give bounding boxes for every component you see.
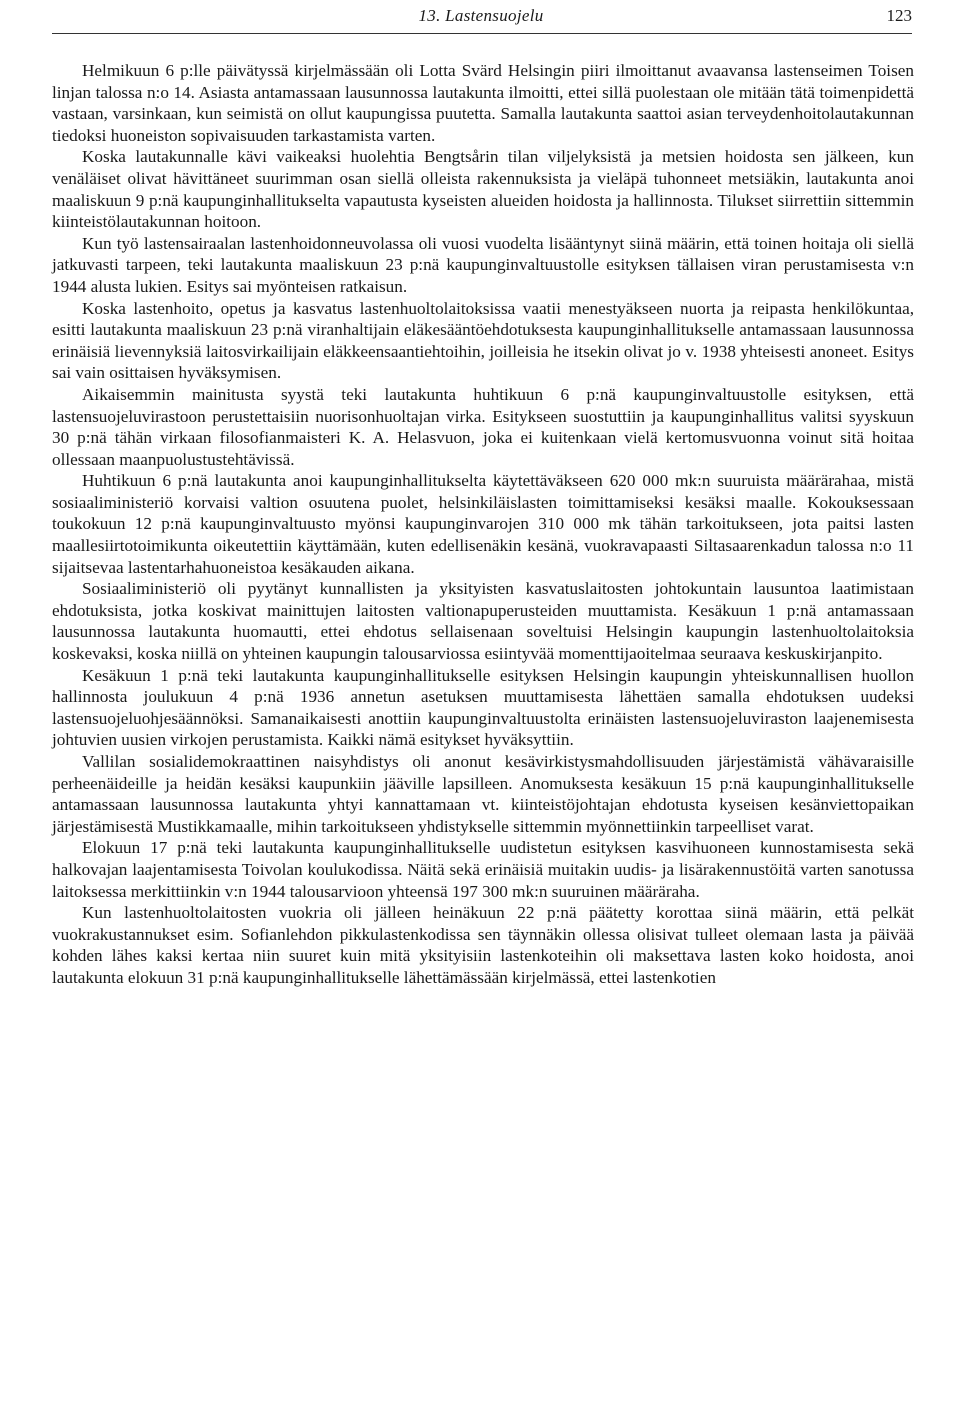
paragraph: Koska lastenhoito, opetus ja kasvatus lastenhuoltolaitoksissa vaatii menestyäkseen nuorta ja reipasta henkilökuntaa, esitti lautakunta maaliskuun 23 p:nä viranhaltijain eläkesääntöehdotuksesta kaupunginhallitukselle antamassaan lausunnossa erinäisiä lievennyksiä laitosvirkailijain eläkkeensaantiehtoihin, joilleisia he itsekin olivat jo v. 1938 yhteisesti anoneet. Esitys sai vain osittaisen hyväksymisen. xyxy=(52,298,914,383)
running-title: 13. Lastensuojelu xyxy=(418,6,544,25)
body-text xyxy=(52,60,914,989)
page-header xyxy=(50,4,912,30)
paragraph: Vallilan sosialidemokraattinen naisyhdistys oli anonut kesävirkistysmahdollisuuden järjestämistä vähävaraisille perheenäideille ja heidän kesäksi kaupunkiin jääville lapsilleen. Anomuksesta kesäkuun 15 p:nä kaupunginhallitukselle antamassaan lausunnossa lautakunta yhtyi kannattamaan vt. kiinteistöjohtajan ehdotusta kyseisen kesänviettopaikan järjestämisestä Mustikkamaalle, mihin tarkoitukseen yhdistykselle sittemmin myönnettiinkin tarpeelliset varat. xyxy=(52,752,914,836)
paragraph: Sosiaaliministeriö oli pyytänyt kunnallisten ja yksityisten kasvatuslaitosten johtokuntain lausuntoa laatimistaan ehdotuksista, jotka koskivat mainittujen laitosten valtionapuperusteiden muuttamista. Kesäkuun 1 p:nä antamassaan lausunnossa lautakunta huomautti, ettei ehdotus sellaisenaan soveltuisi Helsingin kaupungin lastenhuoltolaitoksia koskevaksi, koska niillä on yhteinen kaupungin talousarviossa esiintyvää momenttijaoitelmaa seuraava keskuskirjanpito. xyxy=(52,579,914,664)
paragraph: Koska lautakunnalle kävi vaikeaksi huolehtia Bengtsårin tilan viljelyksistä ja metsien hoidosta sen jälkeen, kun venäläiset olivat hävittäneet suurimman osan siellä olleista rakennuksista ja vieläpä tuhonneet metsiäkin, lautakunta anoi maaliskuun 9 p:nä kaupunginhallitukselta vapautusta kyseisten alueiden hoidosta ja hallinnosta. Tilukset siirrettiin sittemmin kiinteistölautakunnan hoitoon. xyxy=(52,147,914,232)
paragraph: Huhtikuun 6 p:nä lautakunta anoi kaupunginhallitukselta käytettäväkseen 620 000 mk:n suuruista määrärahaa, mistä sosiaaliministeriö korvaisi valtion osuutena puolet, helsinkiläislasten toimittamiseksi kesäksi maalle. Kokouksessaan toukokuun 12 p:nä kaupunginvaltuusto myönsi kaupunginvarojen 310 000 mk tähän tarkoitukseen, jota paitsi lasten maallesiirtotoimikunta oikeutettiin käyttämään, kuten edellisenäkin kesänä, vuokravapaasti Siltasaarenkadun talossa n:o 11 sijaitsevaa lastentarhahuoneistoa kesäkauden aikana. xyxy=(52,471,914,577)
header-rule xyxy=(52,33,912,34)
paragraph: Helmikuun 6 p:lle päivätyssä kirjelmässään oli Lotta Svärd Helsingin piiri ilmoittanut avaavansa lastenseimen Toisen linjan talossa n:o 14. Asiasta antamassaan lausunnossa lautakunta ilmoitti, ettei sillä puolestaan ole mitään tätä toimenpidettä vastaan, varsinkaan, kun seimistä on ollut kaupungissa puutetta. Samalla lautakunta saattoi asian terveydenhoitolautakunnan tiedoksi huoneiston sopivaisuuden tarkastamista varten. xyxy=(52,61,914,145)
paragraph: Kun lastenhuoltolaitosten vuokria oli jälleen heinäkuun 22 p:nä päätetty korottaa siinä määrin, että pelkät vuokrakustannukset esim. Sofianlehdon pikkulastenkodissa sen täynnäkin ollessa olisivat tulleet olemaan lasta ja päivää kohden lähes kaksi kertaa niin suuret kuin mitä yksityisiin lastenkoteihin oli maksettava lasten koko hoidosta, anoi lautakunta elokuun 31 p:nä kaupunginhallitukselle lähettämässään kirjelmässä, ettei lastenkotien xyxy=(52,903,914,987)
page-number: 123 xyxy=(886,6,912,25)
paragraph: Aikaisemmin mainitusta syystä teki lautakunta huhtikuun 6 p:nä kaupunginvaltuustolle esityksen, että lastensuojeluvirastoon perustettaisiin nuorisonhuoltajan virka. Esitykseen suostuttiin ja kaupunginhallitus valitsi syyskuun 30 p:nä tähän virkaan filosofianmaisteri K. A. Helasvuon, joka ei kuitenkaan vielä kertomusvuonna voinut sitä hoitaa ollessaan maanpuolustustehtävissä. xyxy=(52,384,914,469)
paragraph: Elokuun 17 p:nä teki lautakunta kaupunginhallitukselle uudistetun esityksen kasvihuoneen kunnostamisesta sekä halkovajan laajentamisesta Toivolan koulukodissa. Näitä sekä erinäisiä muitakin uudis- ja lisärakennustöitä varten sanotussa laitoksessa merkittiinkin v:n 1944 talousarvioon yhteensä 197 300 mk:n suuruinen määräraha. xyxy=(52,838,914,901)
paragraph: Kun työ lastensairaalan lastenhoidonneuvolassa oli vuosi vuodelta lisääntynyt siinä määrin, että toinen hoitaja oli siellä jatkuvasti tarpeen, teki lautakunta maaliskuun 23 p:nä kaupunginvaltuustolle esityksen tällaisen viran perustamisesta v:n 1944 alusta lukien. Esitys sai myönteisen ratkaisun. xyxy=(52,233,914,296)
paragraph: Kesäkuun 1 p:nä teki lautakunta kaupunginhallitukselle esityksen Helsingin kaupungin yhteiskunnallisen huollon hallinnosta joulukuun 4 p:nä 1936 annetun asetuksen muuttamisesta lähettäen samalla ehdotuksen uudeksi lastensuojeluohjesäännöksi. Samanaikaisesti anottiin kaupunginvaltuustolta erinäisten lastensuojeluviraston laajenemisesta johtuvien uusien virkojen perustamista. Kaikki nämä esitykset hyväksyttiin. xyxy=(52,665,914,750)
